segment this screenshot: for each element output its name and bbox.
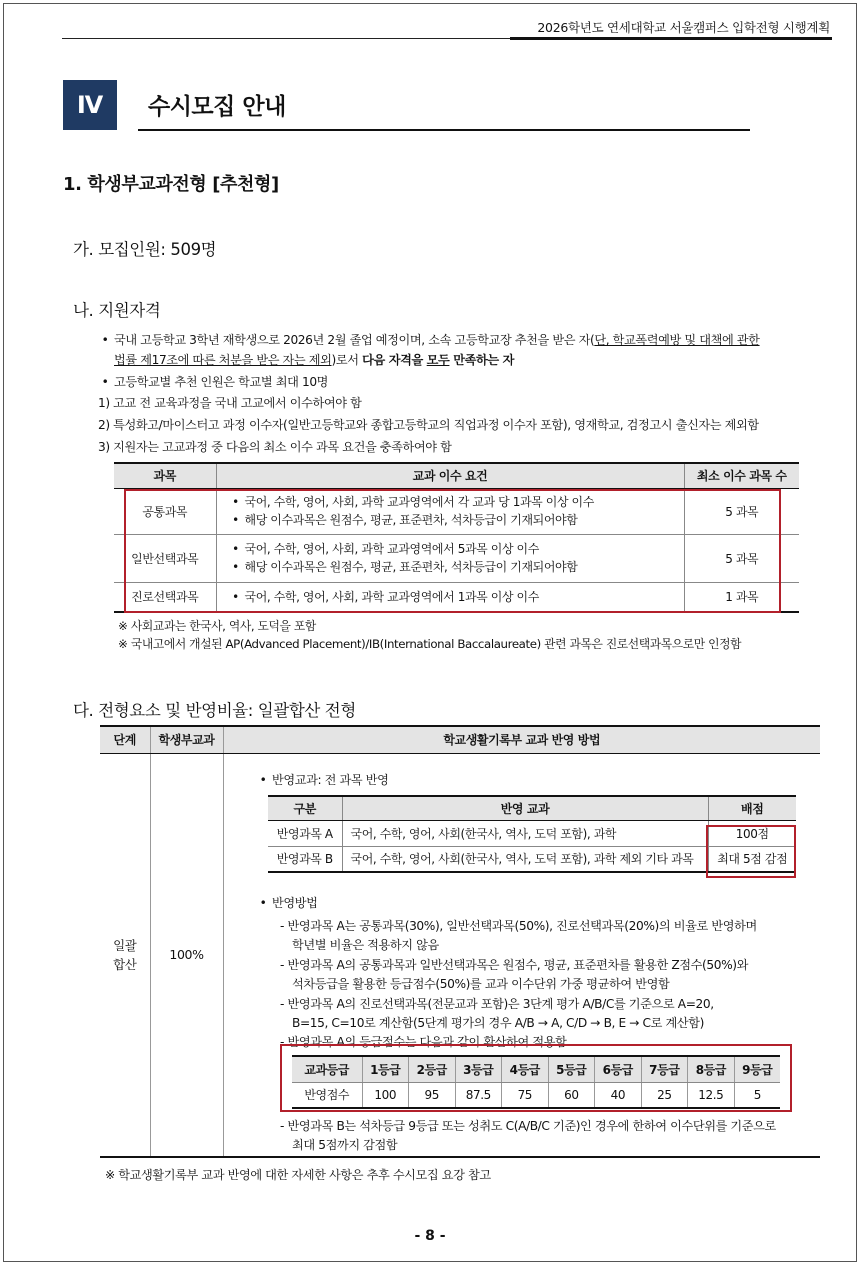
col-header-record: 학생부교과 <box>150 726 223 753</box>
table-row: 반영과목 A 국어, 수학, 영어, 사회(한국사, 역사, 도덕 포함), 과학 100점 <box>268 820 796 846</box>
qualification-bullet-1-cont: 법률 제17조에 따른 처분을 받은 자는 제외)로서 다음 자격을 모두 만족하는 자 <box>114 353 514 367</box>
qualification-bullet-1: • 국내 고등학교 3학년 재학생으로 2026년 2월 졸업 예정이며, 소속 고등학교장 추천을 받은 자(단, 학교폭력예방 및 대책에 관한 <box>96 331 760 348</box>
method-bullet-1: • 반영교과: 전 과목 반영 <box>254 771 389 788</box>
course-note-2: ※ 국내고에서 개설된 AP(Advanced Placement)/IB(International Baccalaureate) 관련 과목은 진로선택과목으로만 인정함 <box>118 637 742 651</box>
recruit-title: 가. 모집인원: 509명 <box>73 240 217 259</box>
method-line: - 반영과목 A의 공통과목과 일반선택과목은 원점수, 평균, 표준편차를 활용한 Z점수(50%)와 <box>280 958 749 972</box>
grade-score-table: 교과등급 1등급 2등급 3등급 4등급 5등급 6등급 7등급 8등급 9등급 반영점수 100 95 87.5 75 60 40 25 12.5 5 <box>292 1055 780 1109</box>
col-header-method: 학교생활기록부 교과 반영 방법 <box>223 726 820 753</box>
footer-note: ※ 학교생활기록부 교과 반영에 대한 자세한 사항은 추후 수시모집 요강 참고 <box>105 1168 491 1182</box>
highlight-box <box>280 1044 792 1112</box>
col-header-requirement: 교과 이수 요건 <box>216 463 684 488</box>
bullet-icon: • <box>101 375 109 389</box>
header-rule-thick <box>510 37 832 40</box>
reflection-subject-table: 구분 반영 교과 배점 반영과목 A 국어, 수학, 영어, 사회(한국사, 역사, 도덕 포함), 과학 100점 반영과목 B 국어, 수학, 영어, 사회(한국사, 역사, 도덕 포함), 과학 제외 기타 과목 최대 5점 감점 <box>268 795 796 873</box>
method-line: - 반영과목 B는 석차등급 9등급 또는 성취도 C(A/B/C 기준)인 경우에 한하여 이수단위를 기준으로 <box>280 1119 776 1133</box>
bullet-icon: • <box>259 896 267 910</box>
qualification-item-3: 3) 지원자는 고교과정 중 다음의 최소 이수 과목 요건을 충족하여야 함 <box>98 440 452 454</box>
stage-cell: 일괄 합산 <box>100 753 150 1157</box>
selection-title: 다. 전형요소 및 반영비율: 일괄합산 전형 <box>73 701 356 720</box>
method-line: B=15, C=10로 계산함(5단계 평가의 경우 A/B → A, C/D → B, E → C로 계산함) <box>292 1016 704 1030</box>
col-header-subject: 과목 <box>114 463 216 488</box>
bullet-icon: • <box>101 333 109 347</box>
table-row: 반영과목 B 국어, 수학, 영어, 사회(한국사, 역사, 도덕 포함), 과학 제외 기타 과목 최대 5점 감점 <box>268 846 796 872</box>
qualification-item-1: 1) 고교 전 교육과정을 국내 고교에서 이수하여야 함 <box>98 396 362 410</box>
method-line: - 반영과목 A는 공통과목(30%), 일반선택과목(50%), 진로선택과목(20%)의 비율로 반영하며 <box>280 919 757 933</box>
percent-cell: 100% <box>150 753 223 1157</box>
bullet-icon: • <box>259 773 267 787</box>
table-row: 일반선택과목 • 국어, 수학, 영어, 사회, 과학 교과영역에서 5과목 이상 이수 • 해당 이수과목은 원점수, 평균, 표준편차, 석차등급이 기재되어야함 5 과목 <box>114 534 799 582</box>
course-note-1: ※ 사회교과는 한국사, 역사, 도덕을 포함 <box>118 619 316 633</box>
table-row: 공통과목 • 국어, 수학, 영어, 사회, 과학 교과영역에서 각 교과 당 1과목 이상 이수 • 해당 이수과목은 원점수, 평균, 표준편차, 석차등급이 기재되어야함 5 과목 <box>114 488 799 534</box>
method-line: - 반영과목 A의 진로선택과목(전문교과 포함)은 3단계 평가 A/B/C를 기준으로 A=20, <box>280 997 714 1011</box>
highlight-box <box>124 489 781 613</box>
header-title: 2026학년도 연세대학교 서울캠퍼스 입학전형 시행계획 <box>537 20 830 35</box>
highlight-box <box>706 825 796 878</box>
qualification-title: 나. 지원자격 <box>73 301 161 320</box>
page-number: - 8 - <box>414 1228 446 1244</box>
chapter-underline <box>138 129 750 131</box>
chapter-title: 수시모집 안내 <box>148 94 286 120</box>
section-title: 1. 학생부교과전형 [추천형] <box>63 174 279 195</box>
qualification-item-2: 2) 특성화고/마이스터고 과정 이수자(일반고등학교와 종합고등학교의 직업과정 이수자 포함), 영재학교, 검정고시 출신자는 제외함 <box>98 418 759 432</box>
method-line: - 반영과목 A의 등급점수는 다음과 같이 환산하여 적용함 <box>280 1035 567 1049</box>
qualification-bullet-2: • 고등학교별 추천 인원은 학교별 최대 10명 <box>96 373 328 390</box>
method-line: 학년별 비율은 적용하지 않음 <box>292 938 439 952</box>
table-row: 진로선택과목 • 국어, 수학, 영어, 사회, 과학 교과영역에서 1과목 이상 이수 1 과목 <box>114 582 799 612</box>
chapter-number: Ⅳ <box>63 80 117 130</box>
table-row: 반영점수 100 95 87.5 75 60 40 25 12.5 5 <box>292 1082 780 1108</box>
header-rule <box>62 38 510 39</box>
method-line: 석차등급을 활용한 등급점수(50%)를 교과 이수단위 가중 평균하여 반영함 <box>292 977 670 991</box>
method-bullet-2: • 반영방법 <box>254 894 318 911</box>
method-line: 최대 5점까지 감점함 <box>292 1138 398 1152</box>
col-header-min-count: 최소 이수 과목 수 <box>684 463 799 488</box>
col-header-stage: 단계 <box>100 726 150 753</box>
